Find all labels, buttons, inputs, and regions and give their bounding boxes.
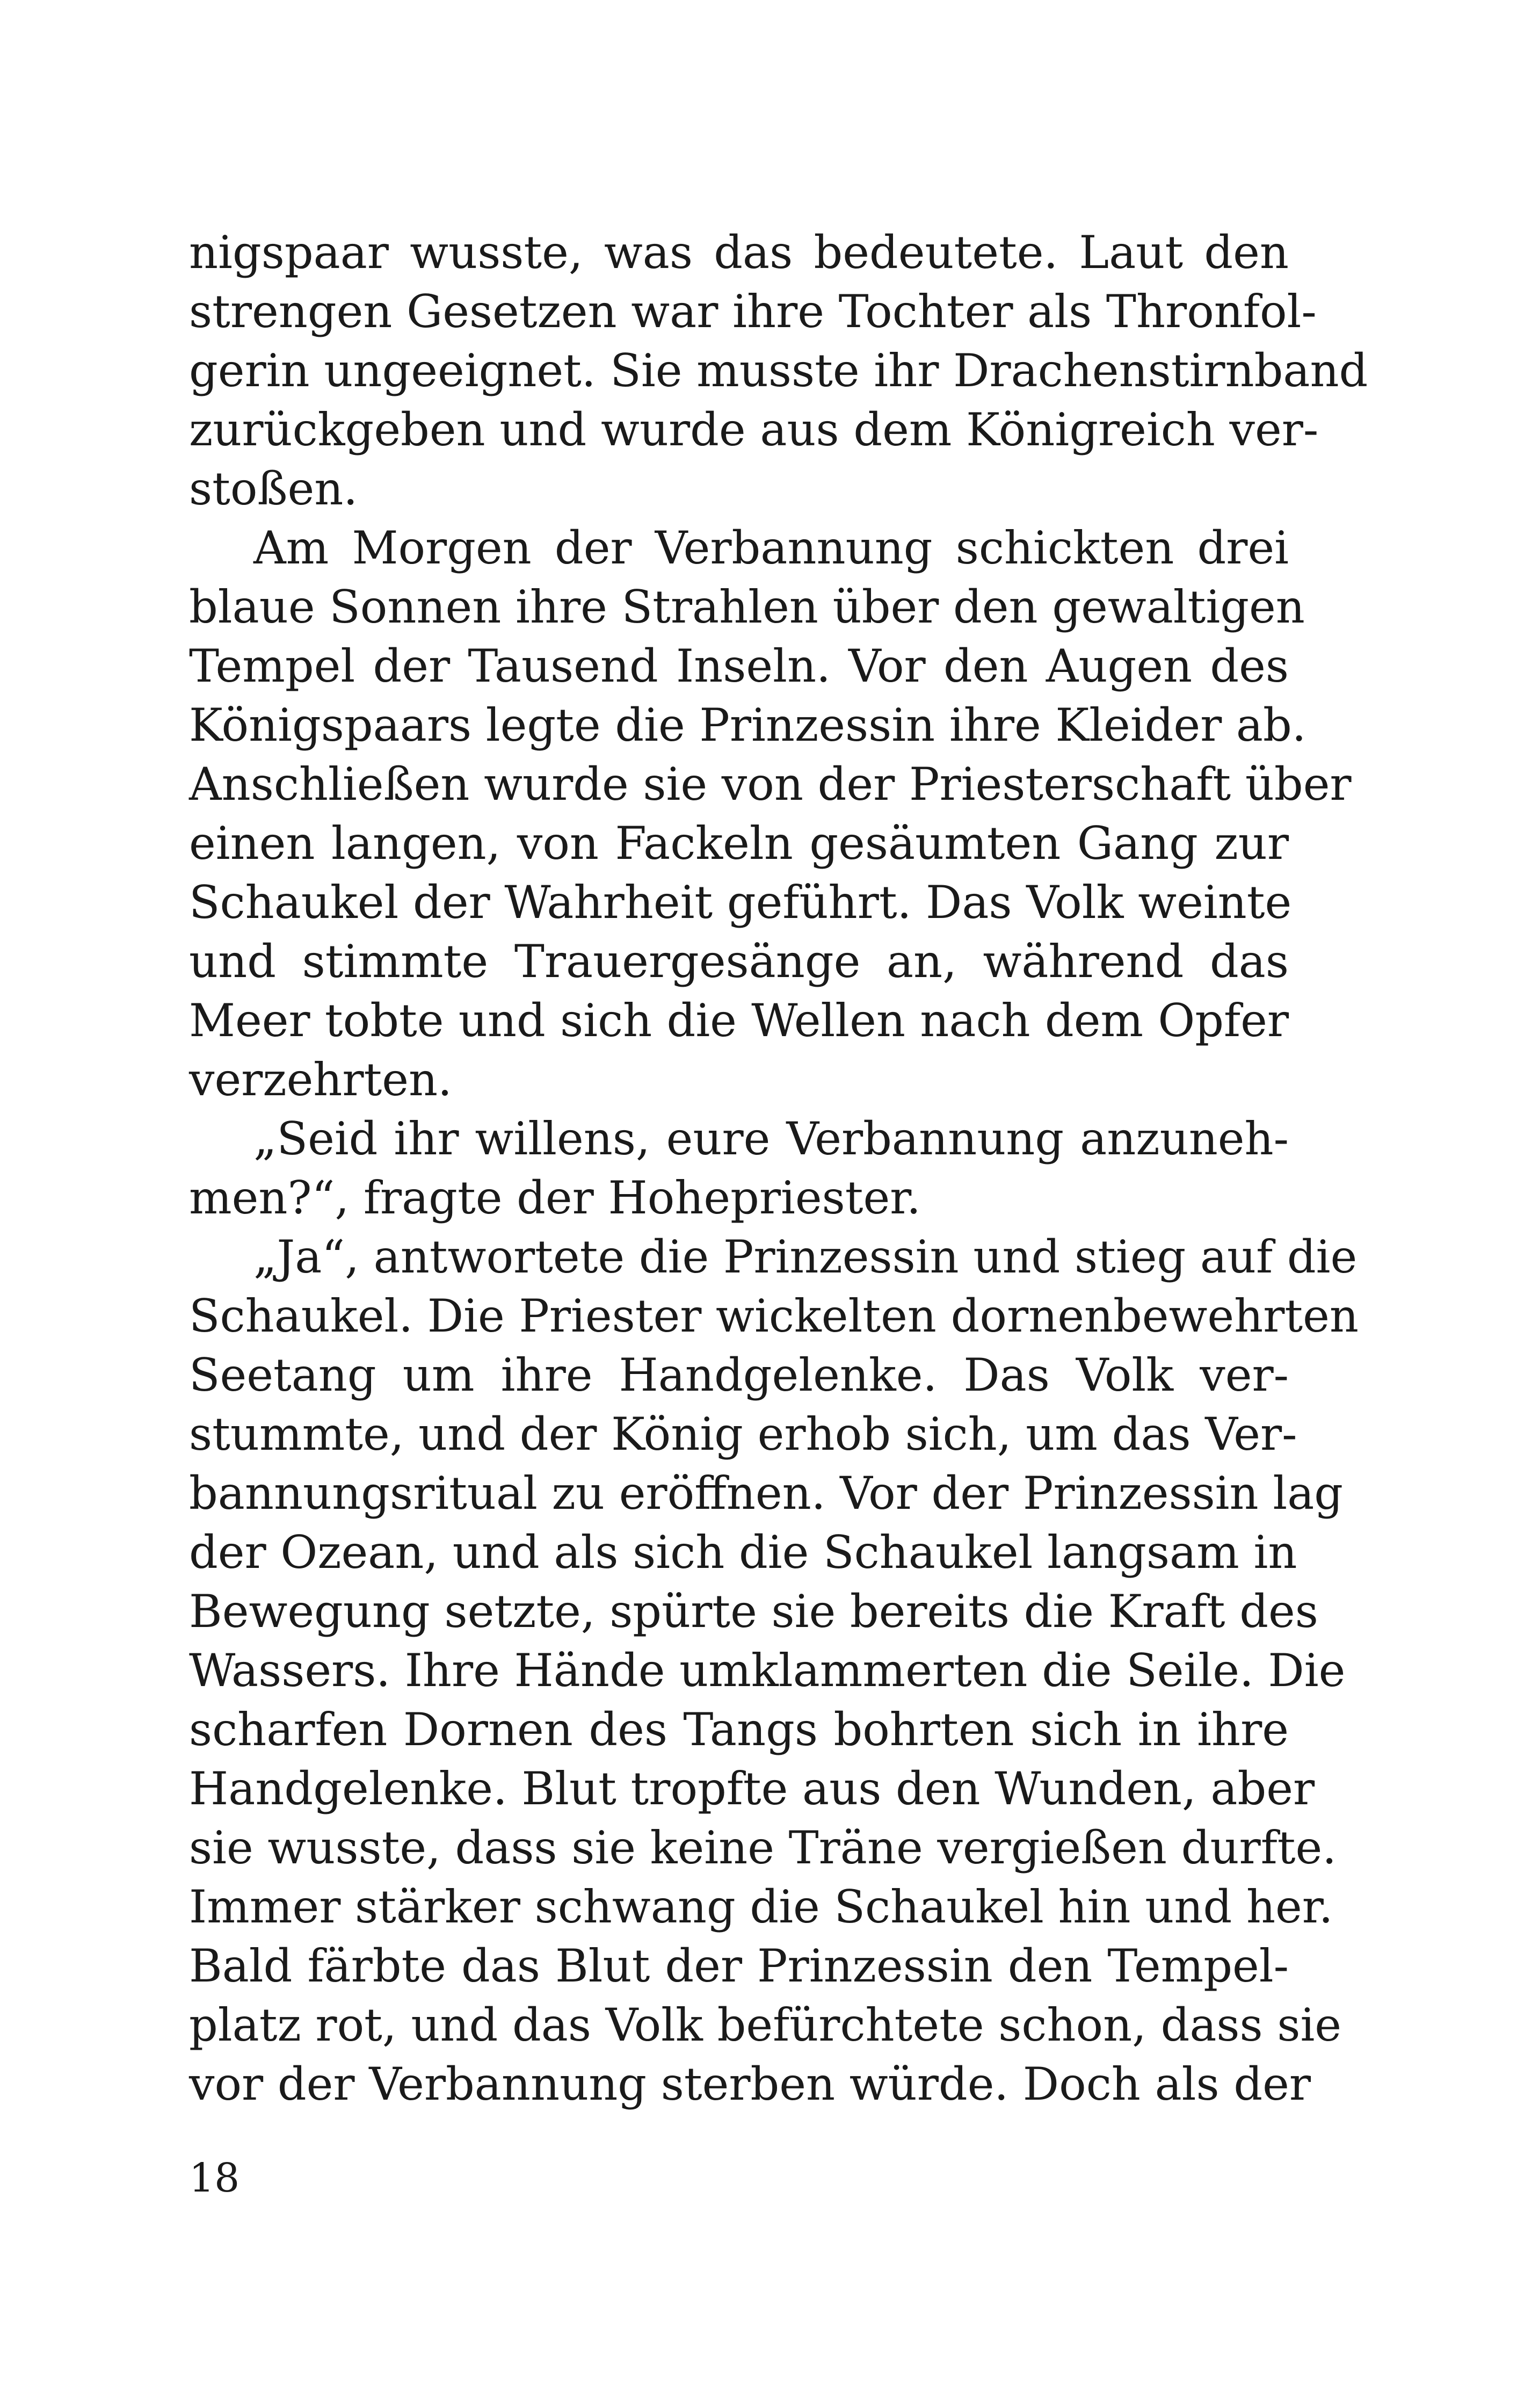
text-line: blaue Sonnen ihre Strahlen über den gewaltigen bbox=[189, 581, 1305, 633]
text-line: stummte, und der König erhob sich, um das Ver- bbox=[189, 1408, 1297, 1460]
text-line: vor der Verbannung sterben würde. Doch als der bbox=[189, 2058, 1311, 2110]
text-line: Schaukel. Die Priester wickelten dornenbewehrten bbox=[189, 1290, 1359, 1342]
text-line: platz rot, und das Volk befürchtete schon, dass sie bbox=[189, 1999, 1342, 2051]
text-line: der Ozean, und als sich die Schaukel langsam in bbox=[189, 1526, 1297, 1579]
text-line: bannungsritual zu eröffnen. Vor der Prinzessin lag bbox=[189, 1467, 1344, 1520]
text-line: einen langen, von Fackeln gesäumten Gang zur bbox=[189, 817, 1289, 870]
text-line: Königspaars legte die Prinzessin ihre Kleider ab. bbox=[189, 699, 1306, 751]
text-line: Anschließen wurde sie von der Priesterschaft über bbox=[189, 758, 1352, 811]
text-line: scharfen Dornen des Tangs bohrten sich in ihre bbox=[189, 1703, 1289, 1756]
text-line: men?“, fragte der Hohepriester. bbox=[189, 1172, 921, 1224]
text-line: strengen Gesetzen war ihre Tochter als Thronfol- bbox=[189, 285, 1317, 338]
text-line: Meer tobte und sich die Wellen nach dem Opfer bbox=[189, 994, 1289, 1047]
text-line: nigspaar wusste, was das bedeutete. Laut den bbox=[189, 226, 1289, 279]
text-line: Wassers. Ihre Hände umklammerten die Seile. Die bbox=[189, 1644, 1346, 1697]
text-line: Seetang um ihre Handgelenke. Das Volk ver- bbox=[189, 1349, 1289, 1401]
text-line: und stimmte Trauergesänge an, während das bbox=[189, 935, 1289, 988]
text-line: zurückgeben und wurde aus dem Königreich ver- bbox=[189, 403, 1319, 456]
body-text bbox=[189, 223, 1368, 2114]
text-line: sie wusste, dass sie keine Träne vergießen durfte. bbox=[189, 1821, 1337, 1874]
text-line: „Ja“, antwortete die Prinzessin und stieg auf die bbox=[253, 1231, 1358, 1283]
text-line: verzehrten. bbox=[189, 1053, 452, 1106]
text-line: Am Morgen der Verbannung schickten drei bbox=[253, 522, 1289, 574]
text-line: Tempel der Tausend Inseln. Vor den Augen des bbox=[189, 640, 1289, 692]
page-number: 18 bbox=[189, 2155, 240, 2201]
text-line: Schaukel der Wahrheit geführt. Das Volk weinte bbox=[189, 876, 1292, 929]
text-line: Bewegung setzte, spürte sie bereits die Kraft des bbox=[189, 1585, 1318, 1638]
text-line: „Seid ihr willens, eure Verbannung anzuneh- bbox=[253, 1112, 1289, 1165]
text-line: Immer stärker schwang die Schaukel hin und her. bbox=[189, 1881, 1333, 1933]
text-line: stoßen. bbox=[189, 462, 358, 515]
text-line: Bald färbte das Blut der Prinzessin den Tempel- bbox=[189, 1940, 1289, 1992]
text-line: Handgelenke. Blut tropfte aus den Wunden, aber bbox=[189, 1762, 1315, 1815]
text-line: gerin ungeeignet. Sie musste ihr Drachenstirnband bbox=[189, 344, 1368, 397]
